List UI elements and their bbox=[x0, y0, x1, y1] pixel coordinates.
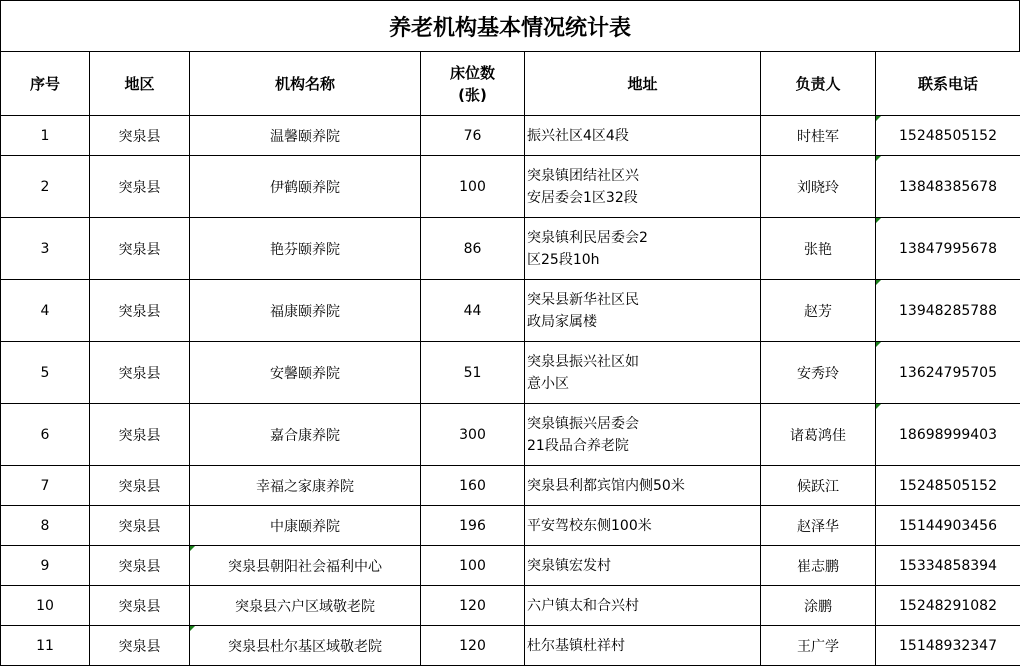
cell-person[interactable]: 张艳 bbox=[761, 218, 876, 280]
cell-beds[interactable]: 86 bbox=[421, 218, 525, 280]
sheet-title[interactable]: 养老机构基本情况统计表 bbox=[0, 0, 1020, 51]
cell-region[interactable]: 突泉县 bbox=[90, 546, 190, 586]
cell-address[interactable]: 振兴社区4区4段 bbox=[525, 116, 761, 156]
cell-beds[interactable]: 76 bbox=[421, 116, 525, 156]
cell-region[interactable]: 突泉县 bbox=[90, 280, 190, 342]
cell-beds[interactable]: 196 bbox=[421, 506, 525, 546]
header-phone[interactable]: 联系电话 bbox=[876, 52, 1020, 116]
cell-name[interactable]: 幸福之家康养院 bbox=[190, 466, 421, 506]
cell-seq[interactable]: 7 bbox=[1, 466, 90, 506]
table-row bbox=[1, 586, 1020, 626]
table-row bbox=[1, 506, 1020, 546]
cell-name[interactable]: 温馨颐养院 bbox=[190, 116, 421, 156]
cell-seq[interactable]: 9 bbox=[1, 546, 90, 586]
cell-beds[interactable]: 51 bbox=[421, 342, 525, 404]
cell-region[interactable]: 突泉县 bbox=[90, 156, 190, 218]
cell-address[interactable]: 突呆县新华社区民 政局家属楼 bbox=[525, 280, 761, 342]
table-row bbox=[1, 156, 1020, 218]
cell-phone[interactable]: 18698999403 bbox=[876, 404, 1020, 466]
cell-person[interactable]: 时桂军 bbox=[761, 116, 876, 156]
cell-seq[interactable]: 2 bbox=[1, 156, 90, 218]
cell-beds[interactable]: 120 bbox=[421, 586, 525, 626]
cell-name[interactable]: 嘉合康养院 bbox=[190, 404, 421, 466]
cell-person[interactable]: 崔志鹏 bbox=[761, 546, 876, 586]
header-region[interactable]: 地区 bbox=[90, 52, 190, 116]
cell-person[interactable]: 安秀玲 bbox=[761, 342, 876, 404]
cell-seq[interactable]: 10 bbox=[1, 586, 90, 626]
cell-person[interactable]: 赵芳 bbox=[761, 280, 876, 342]
cell-phone[interactable]: 15248505152 bbox=[876, 116, 1020, 156]
cell-region[interactable]: 突泉县 bbox=[90, 404, 190, 466]
cell-address[interactable]: 六户镇太和合兴村 bbox=[525, 586, 761, 626]
table-row bbox=[1, 404, 1020, 466]
cell-region[interactable]: 突泉县 bbox=[90, 466, 190, 506]
cell-name[interactable]: 福康颐养院 bbox=[190, 280, 421, 342]
cell-name[interactable]: 艳芬颐养院 bbox=[190, 218, 421, 280]
header-row bbox=[1, 52, 1020, 116]
cell-region[interactable]: 突泉县 bbox=[90, 586, 190, 626]
cell-seq[interactable]: 1 bbox=[1, 116, 90, 156]
data-table bbox=[0, 51, 1020, 666]
cell-phone[interactable]: 15248505152 bbox=[876, 466, 1020, 506]
cell-name[interactable]: 中康颐养院 bbox=[190, 506, 421, 546]
cell-address[interactable]: 突泉镇振兴居委会 21段品合养老院 bbox=[525, 404, 761, 466]
header-seq[interactable]: 序号 bbox=[1, 52, 90, 116]
header-person[interactable]: 负责人 bbox=[761, 52, 876, 116]
cell-person[interactable]: 刘晓玲 bbox=[761, 156, 876, 218]
cell-name[interactable]: 突泉县朝阳社会福利中心 bbox=[190, 546, 421, 586]
cell-address[interactable]: 突泉县利都宾馆内侧50米 bbox=[525, 466, 761, 506]
cell-address[interactable]: 突泉镇宏发村 bbox=[525, 546, 761, 586]
cell-name[interactable]: 伊鹤颐养院 bbox=[190, 156, 421, 218]
table-row bbox=[1, 116, 1020, 156]
cell-person[interactable]: 候跃江 bbox=[761, 466, 876, 506]
cell-phone[interactable]: 15148932347 bbox=[876, 626, 1020, 666]
cell-person[interactable]: 王广学 bbox=[761, 626, 876, 666]
cell-phone[interactable]: 13847995678 bbox=[876, 218, 1020, 280]
cell-beds[interactable]: 100 bbox=[421, 546, 525, 586]
cell-phone[interactable]: 13848385678 bbox=[876, 156, 1020, 218]
cell-address[interactable]: 突泉镇利民居委会2 区25段10h bbox=[525, 218, 761, 280]
cell-beds[interactable]: 100 bbox=[421, 156, 525, 218]
cell-person[interactable]: 诸葛鸿佳 bbox=[761, 404, 876, 466]
cell-seq[interactable]: 6 bbox=[1, 404, 90, 466]
table-row bbox=[1, 218, 1020, 280]
cell-beds[interactable]: 120 bbox=[421, 626, 525, 666]
cell-beds[interactable]: 44 bbox=[421, 280, 525, 342]
cell-seq[interactable]: 8 bbox=[1, 506, 90, 546]
table-row bbox=[1, 466, 1020, 506]
cell-seq[interactable]: 3 bbox=[1, 218, 90, 280]
cell-name[interactable]: 安馨颐养院 bbox=[190, 342, 421, 404]
table-row bbox=[1, 546, 1020, 586]
cell-phone[interactable]: 15334858394 bbox=[876, 546, 1020, 586]
cell-region[interactable]: 突泉县 bbox=[90, 116, 190, 156]
cell-region[interactable]: 突泉县 bbox=[90, 342, 190, 404]
header-beds[interactable]: 床位数 (张) bbox=[421, 52, 525, 116]
cell-region[interactable]: 突泉县 bbox=[90, 218, 190, 280]
cell-address[interactable]: 突泉县振兴社区如 意小区 bbox=[525, 342, 761, 404]
table-row bbox=[1, 280, 1020, 342]
cell-phone[interactable]: 15144903456 bbox=[876, 506, 1020, 546]
cell-phone[interactable]: 13948285788 bbox=[876, 280, 1020, 342]
cell-phone[interactable]: 13624795705 bbox=[876, 342, 1020, 404]
cell-region[interactable]: 突泉县 bbox=[90, 626, 190, 666]
header-name[interactable]: 机构名称 bbox=[190, 52, 421, 116]
cell-beds[interactable]: 160 bbox=[421, 466, 525, 506]
cell-beds[interactable]: 300 bbox=[421, 404, 525, 466]
cell-person[interactable]: 涂鹏 bbox=[761, 586, 876, 626]
cell-seq[interactable]: 4 bbox=[1, 280, 90, 342]
cell-phone[interactable]: 15248291082 bbox=[876, 586, 1020, 626]
cell-address[interactable]: 突泉镇团结社区兴 安居委会1区32段 bbox=[525, 156, 761, 218]
cell-seq[interactable]: 5 bbox=[1, 342, 90, 404]
cell-person[interactable]: 赵泽华 bbox=[761, 506, 876, 546]
cell-seq[interactable]: 11 bbox=[1, 626, 90, 666]
header-address[interactable]: 地址 bbox=[525, 52, 761, 116]
cell-name[interactable]: 突泉县杜尔基区域敬老院 bbox=[190, 626, 421, 666]
table-row bbox=[1, 626, 1020, 666]
cell-region[interactable]: 突泉县 bbox=[90, 506, 190, 546]
cell-address[interactable]: 平安驾校东侧100米 bbox=[525, 506, 761, 546]
cell-address[interactable]: 杜尔基镇杜祥村 bbox=[525, 626, 761, 666]
cell-name[interactable]: 突泉县六户区域敬老院 bbox=[190, 586, 421, 626]
table-row bbox=[1, 342, 1020, 404]
